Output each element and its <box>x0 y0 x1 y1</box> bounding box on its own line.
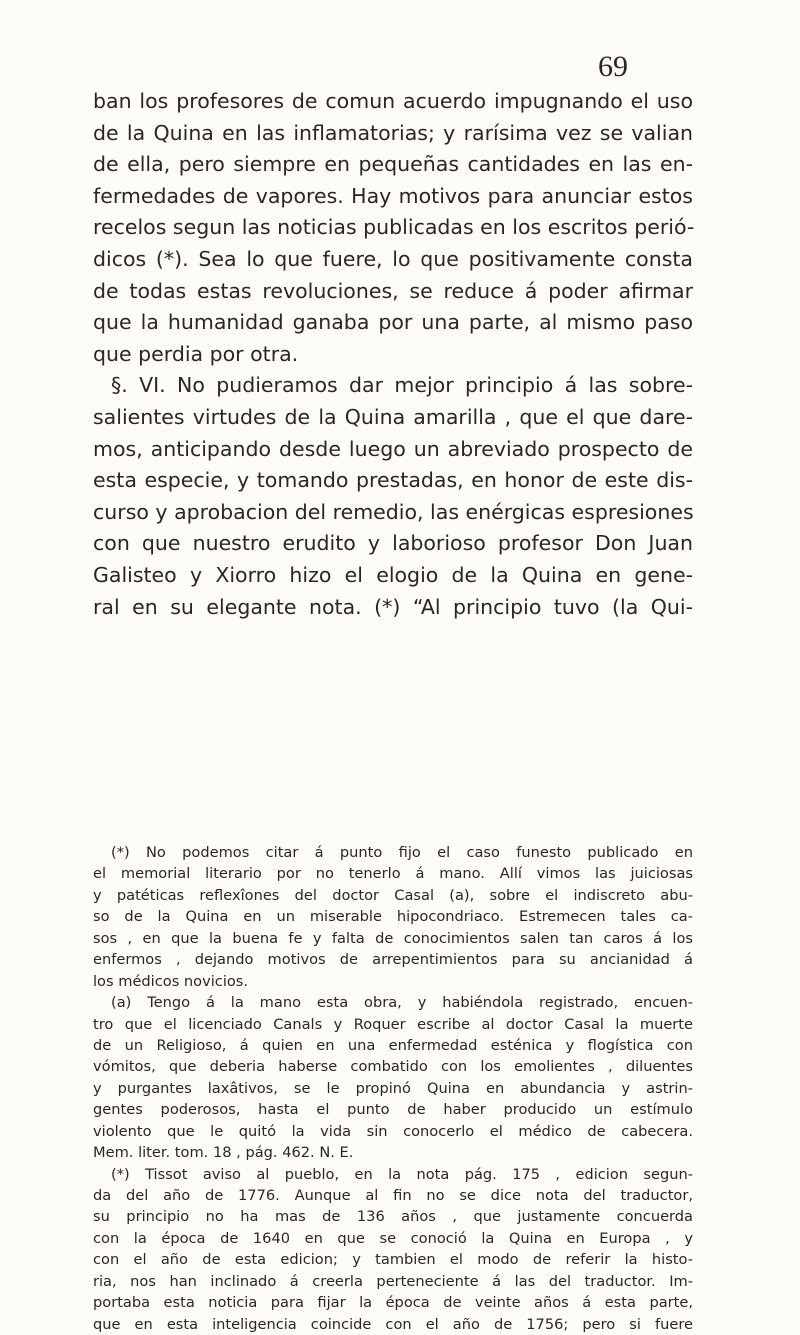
footnote-line: y patéticas reflexîones del doctor Casal (a), sobre el indiscreto abu- <box>93 886 693 904</box>
body-line: recelos segun las noticias publicadas en los escritos perió- <box>93 215 695 240</box>
body-line: de la Quina en las inflamatorias; y rarísima vez se valian <box>93 120 693 145</box>
body-line: ral en su elegante nota. (*) “Al principio tuvo (la Qui- <box>93 594 693 619</box>
body-line: con que nuestro erudito y laborioso profesor Don Juan <box>93 531 693 556</box>
footnote-line: con el año de esta edicion; y tambien el modo de referir la histo- <box>93 1251 693 1269</box>
footnote-line: y purgantes laxâtivos, se le propinó Quina en abundancia y astrin- <box>93 1079 693 1097</box>
body-line: que perdia por otra. <box>93 341 299 366</box>
footnote-line: ria, nos han inclinado á creerla perteneciente á las del traductor. Im- <box>93 1272 693 1290</box>
footnote-line: (*) Tissot aviso al pueblo, en la nota pág. 175 , edicion segun- <box>111 1165 693 1183</box>
body-line: curso y aprobacion del remedio, las enérgicas espresiones <box>93 499 694 524</box>
body-line: de todas estas revoluciones, se reduce á poder afirmar <box>93 278 693 303</box>
body-line: fermedades de vapores. Hay motivos para anunciar estos <box>93 183 693 208</box>
footnote-line: tro que el licenciado Canals y Roquer escribe al doctor Casal la muerte <box>93 1015 693 1033</box>
footnote-line: enfermos , dejando motivos de arrepentimientos para su ancianidad á <box>93 951 693 969</box>
body-line: salientes virtudes de la Quina amarilla , que el que dare- <box>93 404 693 429</box>
body-line: Galisteo y Xiorro hizo el elogio de la Quina en gene- <box>93 562 693 587</box>
body-line: de ella, pero siempre en pequeñas cantidades en las en- <box>93 152 693 177</box>
footnote-line: gentes poderosos, hasta el punto de haber producido un estímulo <box>93 1101 693 1119</box>
footnote-line: con la época de 1640 en que se conoció la Quina en Europa , y <box>93 1229 693 1247</box>
footnote-line: de un Religioso, á quien en una enfermedad esténica y flogística con <box>93 1036 693 1054</box>
footnote-line: los médicos novicios. <box>93 972 249 990</box>
section-heading-line: §. VI. No pudieramos dar mejor principio á las sobre- <box>111 373 693 398</box>
footnotes <box>93 842 693 1335</box>
body-line: mos, anticipando desde luego un abreviado prospecto de <box>93 436 693 461</box>
footnote-line: su principio no ha mas de 136 años , que justamente concuerda <box>93 1208 693 1226</box>
footnote-line: el memorial literario por no tenerlo á mano. Allí vimos las juiciosas <box>93 865 693 883</box>
page-number: 69 <box>598 50 628 83</box>
body-line: que la humanidad ganaba por una parte, al mismo paso <box>93 310 693 335</box>
footnote-line: que en esta inteligencia coincide con el año de 1756; pero si fuere <box>93 1315 693 1333</box>
footnote-line: vómitos, que deberia haberse combatido con los emolientes , diluentes <box>93 1058 693 1076</box>
footnote-line: so de la Quina en un miserable hipocondriaco. Estremecen tales ca- <box>93 908 693 926</box>
body-line: dicos (*). Sea lo que fuere, lo que positivamente consta <box>93 246 693 271</box>
body-text <box>93 86 693 623</box>
footnote-line: da del año de 1776. Aunque al fin no se dice nota del traductor, <box>93 1187 693 1204</box>
footnote-line: sos , en que la buena fe y falta de conocimientos salen tan caros á los <box>93 929 693 947</box>
body-line: esta especie, y tomando prestadas, en honor de este dis- <box>93 468 693 493</box>
footnote-line: violento que le quitó la vida sin conocerlo el médico de cabecera. <box>93 1122 693 1140</box>
footnote-line: (a) Tengo á la mano esta obra, y habiéndola registrado, encuen- <box>111 994 693 1012</box>
footnote-line: portaba esta noticia para fijar la época de veinte años á esta parte, <box>93 1294 693 1312</box>
footnote-line: (*) No podemos citar á punto fijo el caso funesto publicado en <box>111 844 693 861</box>
footnote-line: Mem. liter. tom. 18 , pág. 462. N. E. <box>93 1144 354 1162</box>
body-line: ban los profesores de comun acuerdo impugnando el uso <box>93 89 693 113</box>
